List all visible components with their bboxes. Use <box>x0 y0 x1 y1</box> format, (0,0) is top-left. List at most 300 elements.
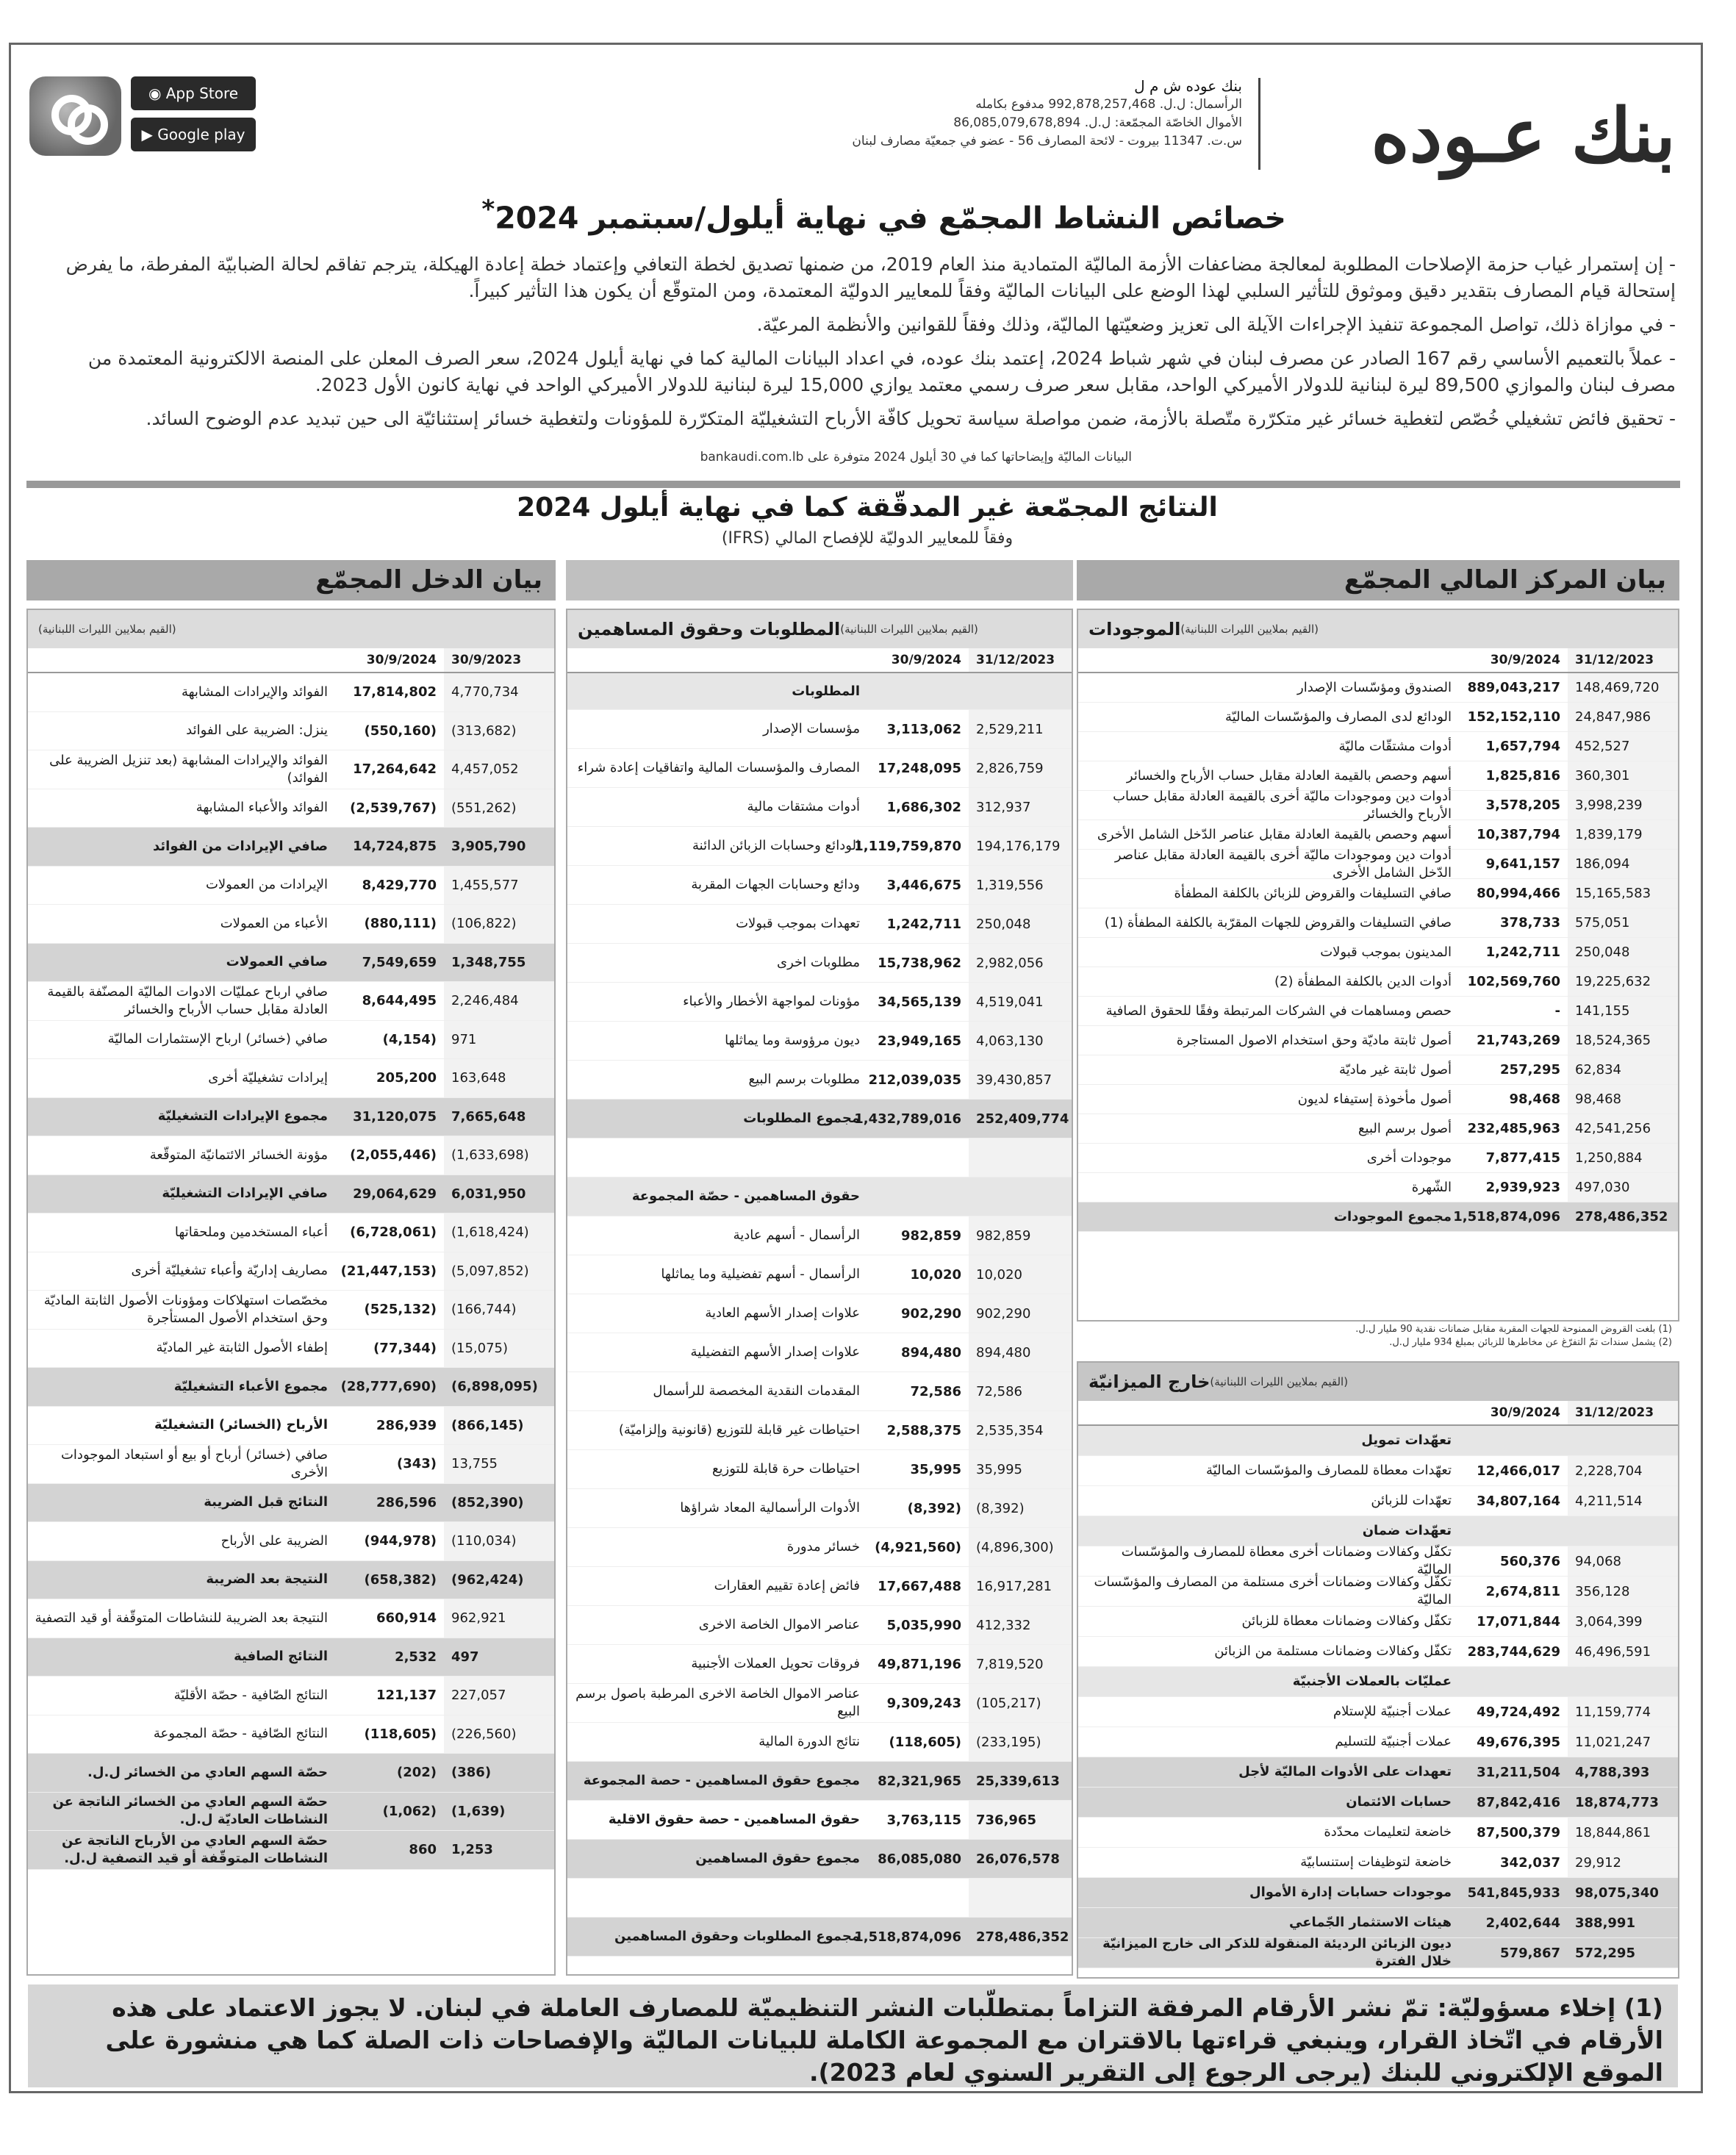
value-current: 3,446,675 <box>886 877 961 893</box>
value-current: 2,532 <box>395 1649 437 1665</box>
row-label: مجموع الأعباء التشغيليّة <box>173 1378 328 1394</box>
row-label: الأرباح (الخسائر) التشغيليّة <box>154 1417 328 1433</box>
table-row <box>567 788 1072 827</box>
table-row <box>567 866 1072 905</box>
value-current: 286,939 <box>376 1417 437 1433</box>
value-prior: (1,633,698) <box>444 1136 554 1175</box>
table-row <box>28 944 554 983</box>
row-label: ينزل: الضريبة على الفوائد <box>186 722 328 739</box>
value-current: 35,995 <box>910 1461 961 1477</box>
value-current: 14,724,875 <box>353 839 437 855</box>
row-label: مؤونة الخسائر الائتمانيّة المتوقّعة <box>149 1147 328 1163</box>
value-current: 23,949,165 <box>878 1033 961 1049</box>
table-row <box>1078 1546 1678 1577</box>
value-current: 34,565,139 <box>878 994 961 1010</box>
row-label: النتائج قبل الضريبة <box>204 1494 328 1510</box>
table-row <box>567 1411 1072 1450</box>
value-prior: 452,527 <box>1568 732 1678 761</box>
row-label: الأدوات الرأسمالية المعاد شراؤها <box>680 1500 860 1516</box>
row-label: عملات أجنبيّة للإستلام <box>1333 1704 1452 1719</box>
value-current: 102,569,760 <box>1467 974 1560 989</box>
row-label: علاوات إصدار الأسهم العادية <box>705 1305 860 1321</box>
table-row <box>1078 1516 1678 1546</box>
value-prior: 29,912 <box>1568 1848 1678 1877</box>
assets-rows <box>1078 673 1678 1232</box>
value-prior: (313,682) <box>444 712 554 750</box>
bank-app-icon <box>29 76 121 156</box>
table-row <box>567 1606 1072 1645</box>
value-prior: (852,390) <box>444 1484 554 1522</box>
value-prior: 575,051 <box>1568 908 1678 937</box>
value-current: 9,309,243 <box>886 1695 961 1711</box>
value-prior: 18,874,773 <box>1568 1788 1678 1817</box>
row-label: تعهّدات تمويل <box>1361 1433 1452 1448</box>
row-label: مخصّصات استهلاكات ومؤونات الأصول الثابتة الماديّة وحق استخدام الأصول المستأجرة <box>43 1292 328 1326</box>
row-label: ودائع وحسابات الجهات المقربة <box>691 877 860 892</box>
table-row <box>28 673 554 712</box>
row-label: تعهّدات للزبائن <box>1371 1493 1452 1508</box>
table-row <box>1078 967 1678 997</box>
table-row <box>28 1021 554 1060</box>
table-row <box>1078 997 1678 1026</box>
liabilities-subtitle: المطلوبات <box>792 683 860 699</box>
row-label: صافي (خسائر) أرباح أو بيع أو استبعاد الموجودات الأخرى <box>60 1446 328 1480</box>
row-label: أصول ثابتة غير ماديّة <box>1339 1061 1452 1078</box>
value-current: 29,064,629 <box>353 1186 437 1202</box>
row-label: النتيجة بعد الضريبة <box>206 1571 328 1588</box>
value-prior: 46,496,591 <box>1568 1637 1678 1666</box>
value-current: 560,376 <box>1500 1553 1560 1569</box>
unit-note: (القيم بملايين الليرات اللبنانية) <box>840 623 978 636</box>
table-row <box>1078 1085 1678 1114</box>
liabilities-title: المطلوبات وحقوق المساهمين <box>578 619 841 639</box>
value-current: 3,113,062 <box>886 721 961 737</box>
value-current: 286,596 <box>376 1494 437 1510</box>
row-label: عمليّات بالعملات الأجنبيّة <box>1292 1674 1452 1689</box>
value-prior: 278,486,352 <box>1568 1202 1678 1231</box>
value-current: (202) <box>396 1765 437 1781</box>
table-row <box>28 1638 554 1677</box>
value-current: 72,586 <box>910 1383 961 1399</box>
liabilities-panel-header <box>567 610 1072 648</box>
off-balance-title: خارج الميزانيّة <box>1088 1371 1210 1392</box>
table-row <box>28 1213 554 1252</box>
table-row <box>1078 1818 1678 1848</box>
row-label: احتياطات غير قابلة للتوزيع (قانونية وإلزاميّة) <box>618 1422 860 1438</box>
value-prior: 736,965 <box>969 1801 1072 1839</box>
value-prior: 1,455,577 <box>444 867 554 905</box>
value-current: (2,055,446) <box>350 1147 437 1163</box>
bank-info-line: الرأسمال: ل.ل. 992,878,257,468 مدفوع بكامله <box>975 97 1242 112</box>
table-row <box>1078 1426 1678 1456</box>
value-prior: 98,468 <box>1568 1085 1678 1114</box>
row-label: مصاريف إداريّة وأعباء تشغيليّة أخرى <box>131 1263 328 1279</box>
table-row <box>567 1255 1072 1294</box>
value-current: 10,387,794 <box>1477 827 1560 842</box>
row-label: حصص ومساهمات في الشركات المرتبطة وفقًا للحقوق الصافية <box>1105 1003 1452 1019</box>
row-label: أصول برسم البيع <box>1357 1120 1452 1136</box>
bank-name: بنك عوده ش م ل <box>1134 77 1242 95</box>
income-statement-heading: بيان الدخل المجمّع <box>26 560 556 600</box>
value-prior: 62,834 <box>1568 1055 1678 1084</box>
value-current: 31,211,504 <box>1477 1764 1560 1780</box>
row-label: إطفاء الأصول الثابتة غير الماديّة <box>156 1340 328 1356</box>
row-label: مجموع المطلوبات وحقوق المساهمين <box>614 1929 860 1944</box>
value-current: 31,120,075 <box>353 1108 437 1125</box>
value-current: (944,978) <box>364 1533 437 1549</box>
date-current: 30/9/2024 <box>366 653 437 667</box>
value-current: 98,468 <box>1509 1091 1560 1107</box>
row-label: الرأسمال - أسهم تفضيلية وما يماثلها <box>661 1266 860 1282</box>
table-row <box>1078 1026 1678 1055</box>
value-prior: 2,535,354 <box>969 1411 1072 1449</box>
value-current: 87,842,416 <box>1477 1794 1560 1810</box>
value-prior: 2,826,759 <box>969 749 1072 787</box>
table-row <box>1078 1908 1678 1938</box>
value-prior: 42,541,256 <box>1568 1114 1678 1143</box>
value-prior: 7,819,520 <box>969 1645 1072 1683</box>
value-prior: 902,290 <box>969 1294 1072 1333</box>
value-current: 982,859 <box>901 1227 961 1244</box>
value-current: (21,447,153) <box>340 1263 437 1279</box>
table-row <box>567 1372 1072 1411</box>
row-label: ديون الزبائن الرديئة المنقولة للذكر الى خارج الميزانيّة خلال الفترة <box>1102 1936 1452 1969</box>
table-row <box>567 1528 1072 1567</box>
table-row <box>567 1139 1072 1177</box>
value-prior: 497,030 <box>1568 1173 1678 1202</box>
footnote: (1) بلغت القروض الممنوحة للجهات المقربة مقابل ضمانات نقدية 90 مليار ل.ل. <box>1355 1324 1672 1335</box>
value-prior: 412,332 <box>969 1606 1072 1644</box>
value-current: 12,466,017 <box>1477 1463 1560 1479</box>
value-current: (658,382) <box>364 1571 437 1588</box>
assets-title: الموجودات <box>1088 619 1181 639</box>
value-prior: 26,076,578 <box>969 1840 1072 1878</box>
row-label: صافي ارباح عمليّات الادوات الماليّة المصنّفة بالقيمة العادلة مقابل حساب الأرباح والخسائر <box>47 983 328 1017</box>
app-store-label: App Store <box>165 85 239 102</box>
value-current: (28,777,690) <box>340 1379 437 1395</box>
table-row <box>28 1445 554 1484</box>
table-row <box>567 1450 1072 1489</box>
table-row <box>1078 1202 1678 1232</box>
value-current: (118,605) <box>364 1726 437 1742</box>
row-label: النتائج الصافية <box>234 1649 328 1665</box>
table-row <box>567 1216 1072 1255</box>
table-row <box>28 1368 554 1407</box>
value-current: - <box>1554 1003 1560 1019</box>
value-prior: (8,392) <box>969 1489 1072 1527</box>
row-label: أصول ثابتة ماديّة وحق استخدام الاصول المستاجرة <box>1176 1032 1452 1048</box>
table-row <box>567 1100 1072 1139</box>
row-label: حسابات الائتمان <box>1346 1794 1452 1810</box>
value-prior: 2,529,211 <box>969 710 1072 748</box>
value-prior: 3,905,790 <box>444 828 554 866</box>
assets-footnotes <box>1077 1323 1672 1349</box>
google-play-badge[interactable] <box>131 118 256 151</box>
table-row <box>28 1522 554 1561</box>
row-label: أدوات مشتقّات ماليّة <box>1338 738 1452 754</box>
table-row <box>1078 1848 1678 1878</box>
value-current: 889,043,217 <box>1467 680 1560 695</box>
value-prior: 250,048 <box>1568 938 1678 967</box>
value-prior: (386) <box>444 1754 554 1792</box>
value-prior: 72,586 <box>969 1372 1072 1410</box>
value-current: 212,039,035 <box>868 1072 961 1088</box>
value-current: 894,480 <box>901 1344 961 1360</box>
value-current: 660,914 <box>376 1610 437 1627</box>
row-label: أسهم وحصص بالقيمة العادلة مقابل عناصر الدّخل الشامل الأخرى <box>1097 826 1452 842</box>
value-current: 49,724,492 <box>1477 1704 1560 1720</box>
table-row <box>1078 1574 1678 1607</box>
value-prior: 252,409,774 <box>969 1100 1072 1138</box>
value-prior: 141,155 <box>1568 997 1678 1025</box>
value-prior: 2,982,056 <box>969 944 1072 982</box>
value-prior: (1,618,424) <box>444 1213 554 1252</box>
value-current: (525,132) <box>364 1302 437 1318</box>
row-label: حقوق المساهمين - حصة حقوق الاقلية <box>608 1812 860 1827</box>
table-row <box>1078 788 1678 822</box>
income-rows <box>28 673 554 1870</box>
table-row <box>28 1059 554 1098</box>
table-row <box>567 1333 1072 1372</box>
value-current: (2,539,767) <box>350 800 437 816</box>
row-label: الأعباء من العمولات <box>220 915 328 931</box>
value-current: 205,200 <box>376 1070 437 1086</box>
row-label: نتائج الدورة المالية <box>758 1734 860 1749</box>
value-current: (550,160) <box>364 722 437 739</box>
value-prior: 6,031,950 <box>444 1175 554 1213</box>
row-label: تعهدات بموجب قبولات <box>736 916 860 931</box>
value-current: 1,825,816 <box>1485 768 1560 784</box>
value-current: 2,402,644 <box>1485 1915 1560 1931</box>
value-current: 86,085,080 <box>878 1851 961 1867</box>
table-row <box>567 710 1072 749</box>
table-row <box>28 1793 554 1832</box>
table-row <box>1078 1607 1678 1637</box>
table-row <box>567 749 1072 788</box>
value-prior: 4,788,393 <box>1568 1757 1678 1787</box>
value-current: 257,295 <box>1500 1062 1560 1078</box>
value-prior: 4,211,514 <box>1568 1486 1678 1516</box>
row-label: خسائر مدورة <box>786 1539 860 1555</box>
date-header <box>28 648 554 673</box>
table-row <box>567 1022 1072 1061</box>
table-row <box>567 1177 1072 1216</box>
row-label: عملات أجنبيّة للتسليم <box>1335 1734 1452 1749</box>
table-row <box>28 905 554 944</box>
app-store-badge[interactable] <box>131 76 256 110</box>
value-prior: 11,021,247 <box>1568 1727 1678 1757</box>
row-label: إيرادات تشغيليّة أخرى <box>208 1069 328 1086</box>
liabilities-heading-bar <box>566 560 1073 600</box>
row-label: مؤونات لمواجهة الأخطار والأعباء <box>683 994 860 1009</box>
value-current: (8,392) <box>907 1500 961 1516</box>
value-prior: (233,195) <box>969 1723 1072 1761</box>
value-prior: 1,250,884 <box>1568 1144 1678 1172</box>
value-prior: 1,839,179 <box>1568 820 1678 849</box>
value-prior: 24,847,986 <box>1568 703 1678 731</box>
table-row <box>1078 1114 1678 1144</box>
table-row <box>28 982 554 1021</box>
value-prior: 227,057 <box>444 1677 554 1715</box>
table-row <box>567 1762 1072 1801</box>
row-label: المقدمات النقدية المخصصة للرأسمال <box>653 1383 860 1399</box>
value-prior: 1,253 <box>444 1831 554 1869</box>
table-row <box>567 1918 1072 1957</box>
row-label: أسهم وحصص بالقيمة العادلة مقابل حساب الأرباح والخسائر <box>1126 767 1452 784</box>
value-prior: 1,319,556 <box>969 866 1072 904</box>
table-row <box>567 1801 1072 1840</box>
row-label: فائض إعادة تقييم العقارات <box>714 1578 860 1593</box>
date-current: 30/9/2024 <box>891 653 961 667</box>
results-title: النتائج المجمّعة غير المدقّقة كما في نهاية أيلول 2024 <box>517 492 1218 523</box>
value-current: 541,845,933 <box>1467 1885 1560 1901</box>
value-current: 2,674,811 <box>1485 1583 1560 1599</box>
liabilities-rows <box>567 710 1072 1957</box>
value-prior: 18,524,365 <box>1568 1026 1678 1055</box>
table-row <box>28 1291 554 1330</box>
value-current: 1,432,789,016 <box>854 1111 961 1127</box>
row-label: الإيرادات من العمولات <box>205 877 328 893</box>
table-row <box>567 1489 1072 1528</box>
row-label: المدينون بموجب قبولات <box>1320 944 1452 960</box>
value-prior: 7,665,648 <box>444 1098 554 1136</box>
value-prior: (15,075) <box>444 1330 554 1368</box>
table-row <box>567 1684 1072 1723</box>
value-prior: 250,048 <box>969 905 1072 943</box>
row-label: الفوائد والأعباء المشابهة <box>196 800 328 816</box>
value-prior: (110,034) <box>444 1522 554 1560</box>
date-prior: 31/12/2023 <box>1568 1401 1678 1424</box>
row-label: علاوات إصدار الأسهم التفضيلية <box>690 1344 860 1360</box>
row-label: فروقات تحويل العملات الأجنبية <box>691 1656 860 1671</box>
table-row <box>28 1330 554 1369</box>
value-current: 2,588,375 <box>886 1422 961 1438</box>
row-label: أعباء المستخدمين وملحقاتها <box>174 1224 328 1240</box>
table-row <box>1078 820 1678 850</box>
row-label: صافي العمولات <box>226 954 328 970</box>
row-label: الرأسمال - أسهم عادية <box>733 1227 860 1243</box>
value-current: 1,242,711 <box>1485 944 1560 960</box>
intro-paragraph: - تحقيق فائض تشغيلي خُصّص لتغطية خسائر غير متكرّرة متّصلة بالأزمة، ضمن مواصلة سياسة تحويل كافّة الأرباح التشغيليّة المتكرّرة للمؤونات ولتغطية خسائر إستثنائيّة الى حين تبديد عدم الوضوح السائد. <box>146 408 1676 429</box>
table-row <box>28 1677 554 1715</box>
value-prior: (226,560) <box>444 1715 554 1754</box>
value-current: 87,500,379 <box>1477 1824 1560 1840</box>
value-prior <box>969 1177 1072 1216</box>
value-prior: 4,770,734 <box>444 673 554 711</box>
footnote: (2) يشمل سندات تمّ التفرّغ عن مخاطرها للزبائن بمبلغ 934 مليار ل.ل. <box>1389 1337 1672 1348</box>
table-row <box>1078 1757 1678 1788</box>
intro-paragraph: - في موازاة ذلك، تواصل المجموعة تنفيذ الإجراءات الآيلة الى تعزيز وضعيّتها الماليّة، وذلك وفقاً للقوانين والأنظمة المرعيّة. <box>756 314 1676 335</box>
value-prior: 39,430,857 <box>969 1061 1072 1099</box>
balance-sheet-heading: بيان المركز المالي المجمّع <box>1077 560 1679 600</box>
value-current: 579,867 <box>1500 1945 1560 1961</box>
value-prior: 18,844,861 <box>1568 1818 1678 1847</box>
income-panel-header <box>28 610 554 648</box>
table-row <box>1078 908 1678 938</box>
table-row <box>28 1599 554 1638</box>
date-header <box>567 648 1072 673</box>
value-current: (118,605) <box>889 1734 961 1750</box>
date-prior: 30/9/2023 <box>444 648 554 672</box>
row-label: خاضعة لتعليمات محدّدة <box>1324 1824 1452 1840</box>
row-label: تكفّل وكفالات وضمانات أخرى مستلمة من المصارف والمؤسّسات الماليّة <box>1094 1574 1452 1607</box>
value-prior: 4,457,052 <box>444 750 554 789</box>
row-label: خاضعة لتوظيفات إستنسابيّة <box>1300 1854 1452 1870</box>
date-prior: 31/12/2023 <box>969 648 1072 672</box>
value-current: 49,871,196 <box>878 1656 961 1672</box>
value-prior: 186,094 <box>1568 850 1678 878</box>
value-current: 342,037 <box>1500 1854 1560 1871</box>
row-label: حصّة السهم العادي من الأرباح الناتجة عن النشاطات المتوقّفة أو قيد التصفية ل.ل. <box>62 1832 328 1866</box>
off-balance-rows <box>1078 1426 1678 1968</box>
row-label: حصّة السهم العادي من الخسائر ل.ل. <box>87 1764 328 1780</box>
table-row <box>1078 879 1678 908</box>
value-prior: 278,486,352 <box>969 1918 1072 1956</box>
value-current: 8,644,495 <box>362 993 437 1009</box>
table-row <box>567 1294 1072 1333</box>
value-prior: 3,064,399 <box>1568 1607 1678 1636</box>
table-row <box>28 1136 554 1175</box>
value-current: 9,641,157 <box>1485 856 1560 872</box>
value-current: 3,763,115 <box>886 1812 961 1828</box>
row-label: النتيجة بعد الضريبة للنشاطات المتوقّفة أو قيد التصفية <box>35 1610 328 1626</box>
table-row <box>1078 1173 1678 1202</box>
table-row <box>28 1484 554 1523</box>
unit-note: (القيم بملايين الليرات اللبنانية) <box>1210 1375 1349 1388</box>
value-prior: 194,176,179 <box>969 827 1072 865</box>
value-current: 232,485,963 <box>1467 1121 1560 1136</box>
bank-info <box>764 77 1242 151</box>
income-panel <box>26 609 556 1976</box>
value-current: 7,549,659 <box>362 954 437 970</box>
page-title-text: خصائص النشاط المجمّع في نهاية أيلول/سبتمبر 2024 <box>495 200 1286 236</box>
table-row <box>1078 1727 1678 1757</box>
row-label: هيئات الاستثمار الجّماعي <box>1289 1915 1452 1930</box>
value-prior: (6,898,095) <box>444 1368 554 1406</box>
value-prior <box>969 1879 1072 1917</box>
results-subtitle: وفقاً للمعايير الدوليّة للإفصاح المالي (IFRS) <box>721 529 1014 548</box>
value-prior: 2,228,704 <box>1568 1456 1678 1485</box>
value-prior <box>1568 1516 1678 1546</box>
row-label: الودائع لدى المصارف والمؤسّسات الماليّة <box>1224 709 1452 725</box>
row-label: ديون مرؤوسة وما يماثلها <box>725 1033 860 1048</box>
table-row <box>28 712 554 751</box>
value-current: (4,154) <box>382 1031 437 1047</box>
value-current: (1,062) <box>382 1803 437 1819</box>
value-current: 82,321,965 <box>878 1773 961 1789</box>
value-prior: 1,348,755 <box>444 944 554 982</box>
title-asterisk: * <box>481 195 495 224</box>
table-row <box>1078 1938 1678 1968</box>
value-current: (77,344) <box>373 1340 437 1356</box>
value-prior: 148,469,720 <box>1568 673 1678 702</box>
value-prior: 35,995 <box>969 1450 1072 1488</box>
intro-paragraph: - إن إستمرار غياب حزمة الإصلاحات المطلوبة لمعالجة مضاعفات الأزمة الماليّة المتمادية منذ العام 2019، من ضمنها تصديق لخطة التعافي وإعتماد خطة إعادة الهيكلة، يترجم تفاقم لحالة الضبابيّة المفرطة، ما يفرض إستحالة قيام المصارف بتقدير دقيق وموثوق للتأثير السلبي لهذا الوضع على البيانات الماليّة وفقاً للمعايير الدوليّة المعتمدة، ومن المتوقّع أن يكون هذا التأثير كبيراً. <box>65 254 1676 301</box>
row-label: تعهّدات معطاة للمصارف والمؤسّسات الماليّة <box>1206 1463 1452 1478</box>
section-divider <box>26 481 1680 488</box>
date-header <box>1078 1401 1678 1426</box>
value-current: 1,518,874,096 <box>854 1929 961 1945</box>
value-prior: 572,295 <box>1568 1938 1678 1968</box>
table-row <box>1078 847 1678 881</box>
value-current: (880,111) <box>364 916 437 932</box>
row-label: النتائج الصّافية - حصّة الأقليّة <box>173 1687 328 1703</box>
row-label: تكفّل وكفالات وضمانات أخرى معطاة للمصارف والمؤسّسات الماليّة <box>1121 1544 1452 1577</box>
table-row <box>567 944 1072 983</box>
table-row <box>567 905 1072 944</box>
row-label: تعهدات على الأدوات الماليّة لأجل <box>1238 1764 1452 1779</box>
bank-logo-text: بنك عـوده <box>1371 92 1676 179</box>
